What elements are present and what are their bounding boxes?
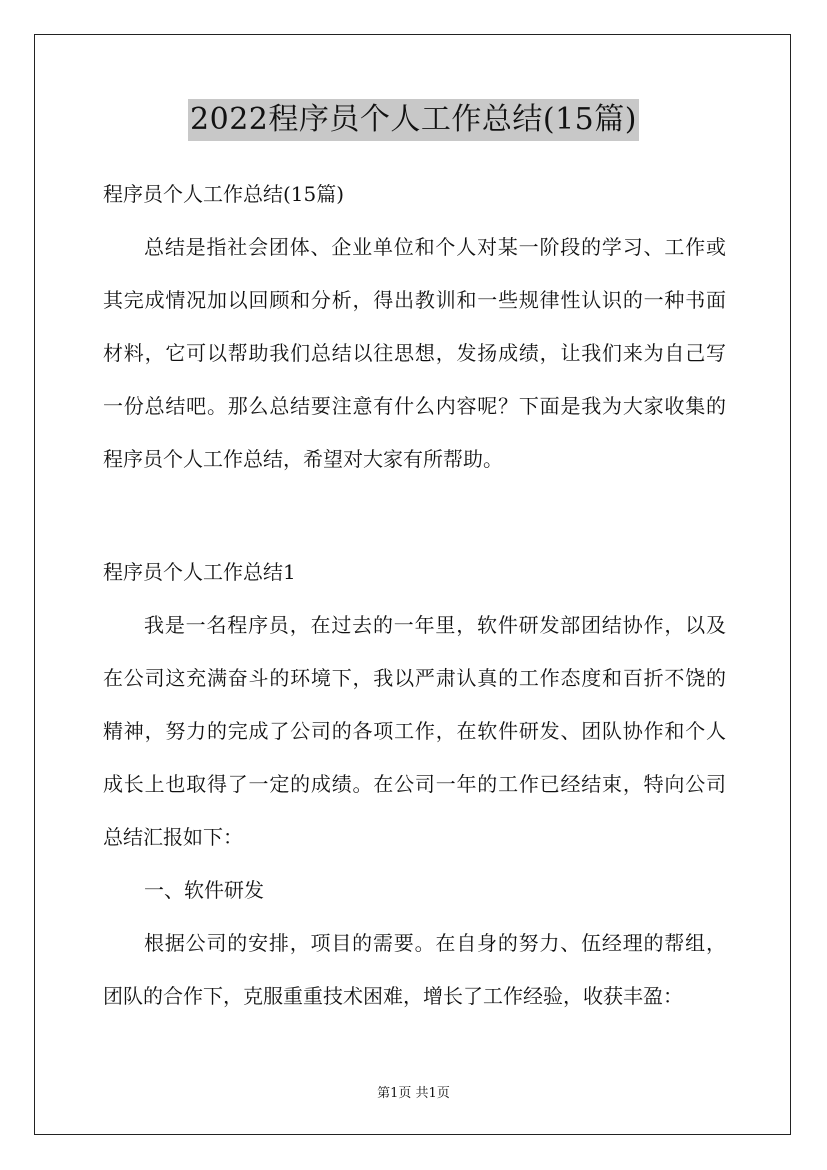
paragraph-line: 一份总结吧。那么总结要注意有什么内容呢？下面是我为大家收集的 (103, 394, 726, 418)
paragraph-line: 精神，努力的完成了公司的各项工作，在软件研发、团队协作和个人 (103, 719, 726, 743)
title-container (0, 99, 827, 141)
paragraph-line: 程序员个人工作总结，希望对大家有所帮助。 (103, 447, 503, 471)
paragraph-line: 我是一名程序员，在过去的一年里，软件研发部团结协作，以及 (144, 613, 726, 637)
subsection-heading: 一、软件研发 (144, 878, 264, 902)
paragraph-line: 根据公司的安排，项目的需要。在自身的努力、伍经理的帮组， (144, 931, 726, 955)
paragraph-line: 总结是指社会团体、企业单位和个人对某一阶段的学习、工作或 (144, 235, 726, 259)
paragraph-line: 在公司这充满奋斗的环境下，我以严肃认真的工作态度和百折不饶的 (103, 666, 726, 690)
page-footer: 第1页 共1页 (377, 1086, 450, 1101)
section-heading: 程序员个人工作总结1 (103, 560, 296, 584)
paragraph-line: 成长上也取得了一定的成绩。在公司一年的工作已经结束，特向公司 (103, 772, 726, 796)
paragraph-line: 其完成情况加以回顾和分析，得出教训和一些规律性认识的一种书面 (103, 288, 726, 312)
subtitle: 程序员个人工作总结(15篇) (103, 182, 345, 206)
paragraph-line: 总结汇报如下： (103, 825, 243, 849)
document-title: 2022程序员个人工作总结(15篇) (188, 99, 639, 141)
paragraph-line: 材料，它可以帮助我们总结以往思想，发扬成绩，让我们来为自己写 (103, 341, 726, 365)
paragraph-line: 团队的合作下，克服重重技术困难，增长了工作经验，收获丰盈： (103, 984, 683, 1008)
